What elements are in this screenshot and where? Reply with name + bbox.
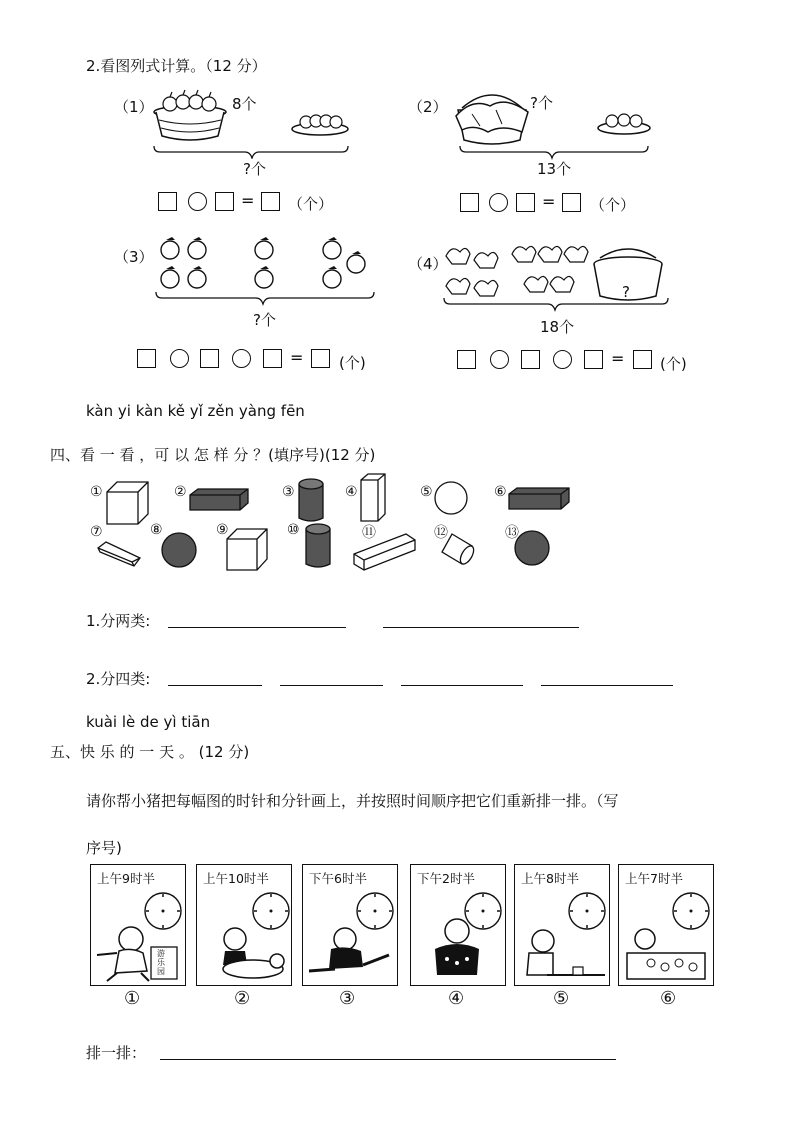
park-sign: 游乐园 — [157, 949, 165, 976]
shape-label: ⑥ — [494, 484, 507, 500]
time-panel — [90, 864, 186, 986]
sphere-icon — [512, 528, 552, 568]
panel-number: ⑤ — [553, 988, 570, 1009]
cuboid-icon — [352, 530, 418, 572]
shape-label: ⑦ — [90, 524, 103, 540]
answer-line[interactable] — [383, 627, 579, 628]
s4-q1-label: 1.分两类: — [86, 612, 151, 630]
arrange-answer-line[interactable] — [160, 1059, 616, 1060]
shape-label: ⑨ — [216, 522, 229, 538]
cuboid-icon — [96, 538, 144, 570]
shape-label: ③ — [282, 484, 295, 500]
q2-p2-figure — [452, 80, 662, 160]
s4-pinyin: kàn yi kàn kě yǐ zěn yàng fēn — [86, 402, 305, 420]
answer-box[interactable] — [137, 349, 156, 368]
shape-label: ⑬ — [505, 525, 519, 541]
q2-p2-total: 13个 — [537, 160, 572, 178]
equals-sign: = — [542, 192, 556, 211]
q2-p4-label: （4） — [408, 255, 448, 273]
answer-box[interactable] — [584, 350, 603, 369]
panel-caption: 下午6时半 — [309, 871, 367, 886]
s5-instruction-line1: 请你帮小猪把每幅图的时针和分针画上，并按照时间顺序把它们重新排一排。（写 — [86, 792, 619, 810]
shape-label: ⑩ — [287, 522, 300, 538]
s5-instruction-line2: 序号) — [86, 839, 122, 857]
q2-p4-figure — [440, 236, 680, 316]
shape-label: ① — [90, 484, 103, 500]
operator-circle[interactable] — [489, 193, 508, 212]
q2-p1-total: ?个 — [243, 160, 266, 178]
q2-p2-count: ?个 — [530, 94, 553, 112]
shape-label: ⑤ — [420, 484, 433, 500]
answer-box[interactable] — [562, 193, 581, 212]
shape-label: ⑪ — [362, 525, 376, 541]
sphere-icon — [159, 530, 199, 570]
panel-number: ④ — [448, 988, 465, 1009]
cylinder-icon — [296, 477, 326, 525]
operator-circle[interactable] — [490, 350, 509, 369]
pig-riding-icon — [201, 925, 289, 983]
cuboid-icon — [507, 486, 571, 512]
answer-line[interactable] — [280, 685, 383, 686]
s5-pinyin: kuài lè de yì tiān — [86, 713, 211, 731]
answer-line[interactable] — [168, 627, 346, 628]
pear-basket-icon — [154, 90, 226, 140]
cuboid-icon — [358, 472, 388, 524]
s5-heading: 五、快 乐 的 一 天 。 (12 分) — [50, 743, 250, 761]
shape-label: ② — [174, 484, 187, 500]
apple-group-icon — [161, 241, 365, 288]
arrange-label: 排一排： — [86, 1044, 147, 1062]
time-panel — [618, 864, 714, 986]
unit-label: （个） — [590, 196, 636, 214]
answer-box[interactable] — [261, 192, 280, 211]
cylinder-icon — [440, 530, 476, 568]
unit-label: （个） — [288, 195, 334, 213]
pear-plate-icon — [598, 114, 650, 134]
q2-p1-count: 8个 — [232, 95, 257, 113]
q2-p3-label: （3） — [114, 248, 154, 266]
time-panel — [196, 864, 292, 986]
answer-box[interactable] — [516, 193, 535, 212]
panel-caption: 下午2时半 — [417, 871, 475, 886]
cuboid-icon — [188, 487, 250, 513]
time-panel — [302, 864, 398, 986]
q2-p2-label: （2） — [408, 98, 448, 116]
answer-box[interactable] — [521, 350, 540, 369]
s4-q2-label: 2.分四类: — [86, 670, 151, 688]
answer-box[interactable] — [311, 349, 330, 368]
q2-heading: 2.看图列式计算。（12 分） — [86, 57, 267, 75]
answer-box[interactable] — [460, 193, 479, 212]
q2-p3-figure — [150, 234, 380, 310]
q2-p4-total: 18个 — [540, 318, 575, 336]
operator-circle[interactable] — [232, 349, 251, 368]
shape-label: ⑫ — [434, 525, 448, 541]
panel-number: ① — [124, 988, 141, 1009]
panel-caption: 上午9时半 — [97, 871, 155, 886]
q2-p1-label: （1） — [114, 98, 154, 116]
answer-line[interactable] — [401, 685, 523, 686]
pig-eating-icon — [517, 923, 607, 983]
equals-sign: = — [241, 191, 255, 210]
panel-number: ② — [234, 988, 251, 1009]
panel-number: ⑥ — [660, 988, 677, 1009]
shape-label: ⑧ — [150, 522, 163, 538]
cylinder-icon — [302, 522, 334, 572]
answer-box[interactable] — [457, 350, 476, 369]
answer-line[interactable] — [541, 685, 673, 686]
operator-circle[interactable] — [170, 349, 189, 368]
s4-heading: 四、看 一 看 ，可 以 怎 样 分 ？(填序号)(12 分) — [50, 446, 376, 464]
answer-box[interactable] — [158, 192, 177, 211]
pig-sweater-icon — [417, 915, 501, 983]
shape-label: ④ — [345, 484, 358, 500]
q2-p3-total: ?个 — [253, 311, 276, 329]
q2-p4-basket-question: ? — [622, 283, 630, 301]
unit-label: (个) — [660, 355, 687, 373]
equals-sign: = — [290, 348, 304, 367]
time-panel — [410, 864, 506, 986]
sphere-icon — [432, 479, 470, 517]
pig-skating-icon — [305, 925, 395, 983]
unit-label: (个) — [339, 354, 366, 372]
operator-circle[interactable] — [553, 350, 572, 369]
answer-box[interactable] — [200, 349, 219, 368]
pig-park-icon — [93, 923, 183, 983]
answer-line[interactable] — [168, 685, 262, 686]
answer-box[interactable] — [633, 350, 652, 369]
pear-plate-icon — [292, 115, 348, 135]
cabbage-group-icon — [446, 246, 588, 296]
panel-caption: 上午10时半 — [203, 871, 269, 886]
answer-box[interactable] — [263, 349, 282, 368]
panel-caption: 上午7时半 — [625, 871, 683, 886]
panel-number: ③ — [339, 988, 356, 1009]
pig-in-bed-icon — [621, 923, 711, 983]
cube-icon — [224, 527, 270, 573]
panel-caption: 上午8时半 — [521, 871, 579, 886]
time-panel — [514, 864, 610, 986]
answer-box[interactable] — [215, 192, 234, 211]
equals-sign: = — [611, 349, 625, 368]
covered-basket-icon — [456, 95, 528, 144]
cube-icon — [104, 480, 152, 526]
operator-circle[interactable] — [188, 192, 207, 211]
